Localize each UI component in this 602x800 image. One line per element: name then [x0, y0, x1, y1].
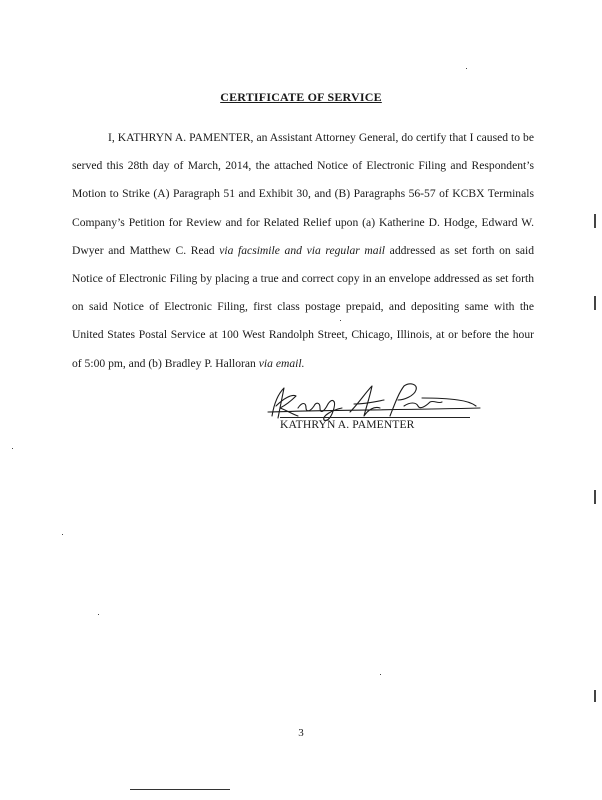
scan-speck	[12, 448, 13, 449]
paragraph-text-part-2: addressed as set forth on said Notice of Electronic Filing by placing a true and correct copy in an envelope addressed as set forth on said Notice of Electronic Filing, first class postage prepaid, and depositing same with the United States Postal Service at 100 West Randolph Street, Chicago, Illinois, at or before the hour of 5:00 pm, and (b) Bradley P. Halloran	[72, 243, 535, 370]
paragraph-text-part-1: I, KATHRYN A. PAMENTER, an Assistant Attorney General, do certify that I caused to be served this 28th day of March, 2014, the attached Notice of Electronic Filing and Respondent’s Motion to Strike (A) Paragraph 51 and Exhibit 30, and (B) Paragraphs 56-57 of KCBX Terminals Company’s Petition for Review and for Related Relief upon (a) Katherine D. Hodge, Edward W. Dwyer and Matthew C. Read	[72, 131, 534, 257]
scan-speck	[594, 214, 596, 228]
scan-speck	[594, 296, 596, 310]
certificate-paragraph	[72, 124, 534, 378]
page-number: 3	[298, 727, 304, 739]
paragraph-italic-service-method-1: via facsimile and via regular mail	[219, 243, 386, 257]
scan-speck	[62, 534, 63, 535]
document-title: CERTIFICATE OF SERVICE	[220, 90, 382, 104]
scan-speck	[98, 614, 99, 615]
scan-speck	[594, 690, 596, 702]
scan-speck	[466, 68, 467, 69]
signer-name: KATHRYN A. PAMENTER	[280, 418, 415, 431]
paragraph-italic-service-method-2: via email.	[258, 356, 305, 370]
scan-speck	[340, 320, 341, 321]
scan-speck	[594, 490, 596, 504]
footer-rule	[130, 789, 230, 790]
scan-speck	[380, 674, 381, 675]
